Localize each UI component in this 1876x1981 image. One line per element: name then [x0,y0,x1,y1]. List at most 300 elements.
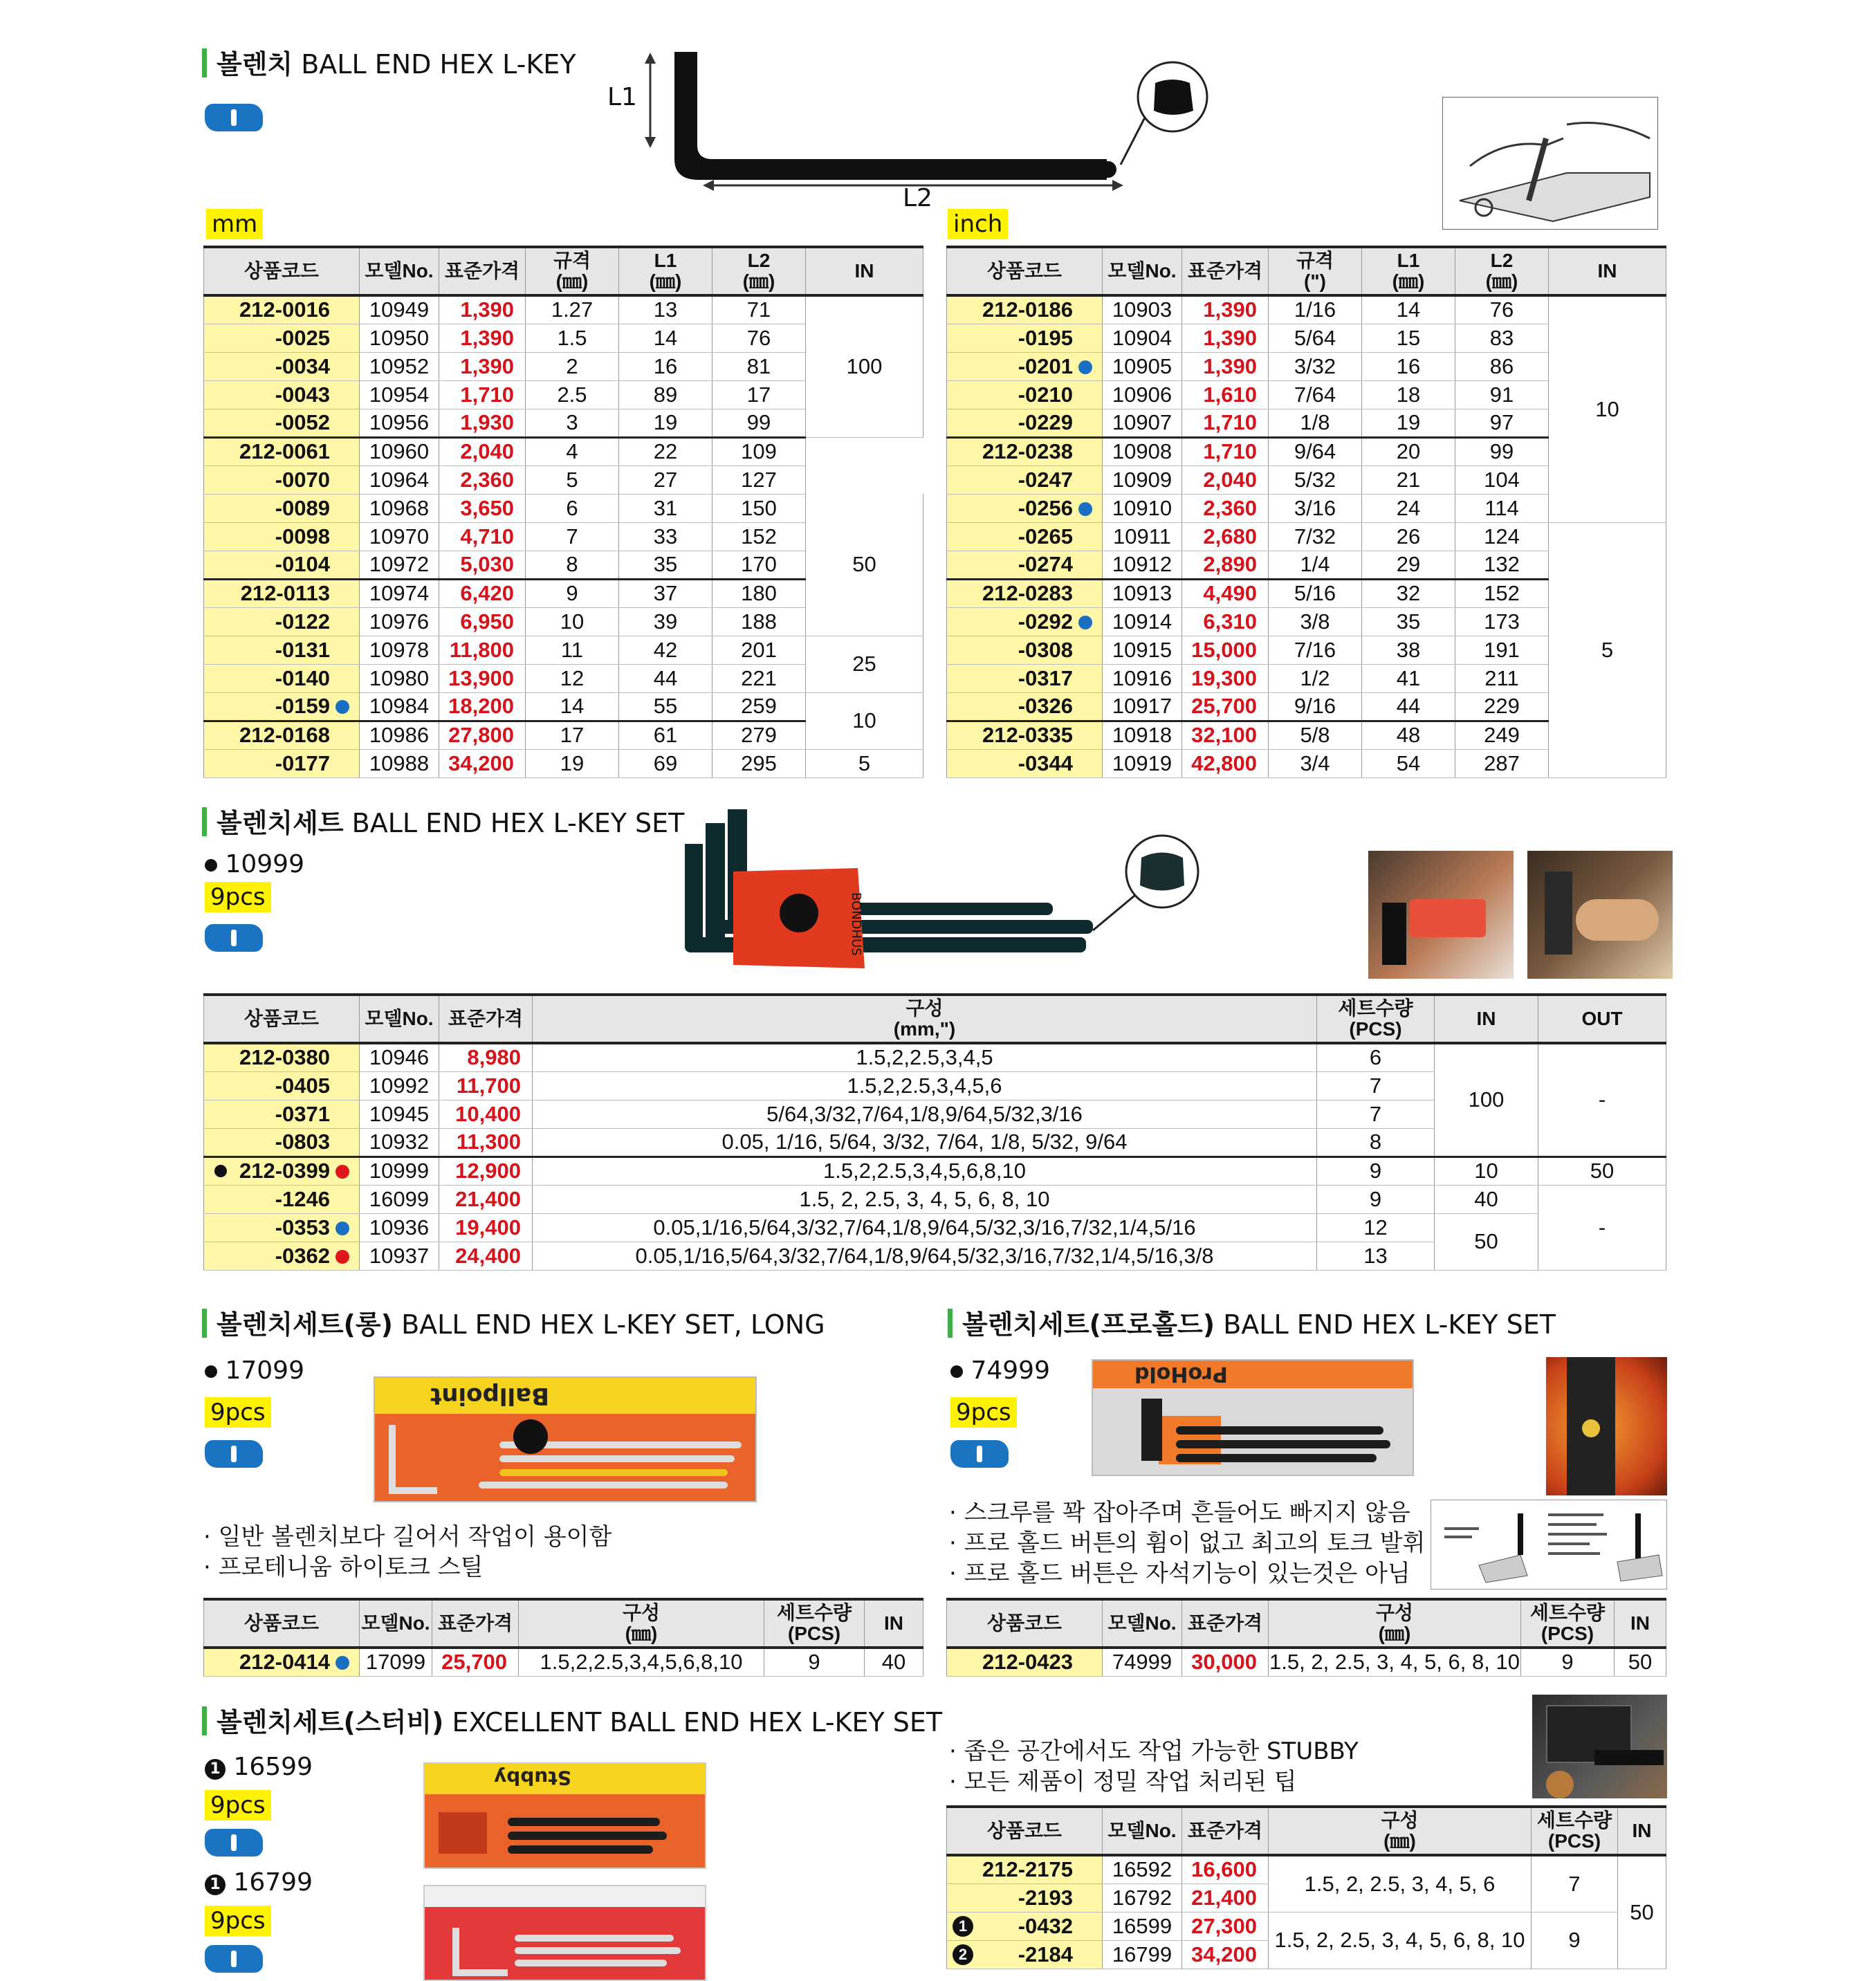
product-code-text: 212-0168 [239,723,330,747]
price: 19,300 [1182,664,1269,692]
model-no: 10954 [360,380,439,409]
product-code-text: -0201 [1018,353,1073,378]
l1: 16 [1362,352,1455,380]
product-code-text: -0265 [1018,524,1073,549]
l2: 287 [1455,749,1549,777]
product-code-text: -0025 [275,325,330,350]
price: 1,710 [439,380,526,409]
l2: 152 [712,522,806,551]
column-header: L2 (㎜) [712,247,806,295]
spec: 2.5 [526,380,619,409]
l1: 44 [1362,692,1455,721]
composition: 0.05, 1/16, 5/64, 3/32, 7/64, 1/8, 5/32, 9/64 [533,1128,1317,1157]
in-qty: 40 [865,1648,923,1676]
set-qty: 9 [764,1648,865,1676]
product-code [204,409,360,437]
column-header: 표준가격 [1182,247,1269,295]
brand-badge-stubby-2 [205,1945,263,1973]
product-code [947,324,1103,352]
model-no: 10978 [360,636,439,664]
l1: 19 [619,409,712,437]
in-qty: 25 [806,636,923,692]
prohold-product-image: ProHold [1092,1359,1414,1476]
product-code [947,1912,1103,1940]
l2: 170 [712,551,806,579]
product-code-text: -0229 [1018,410,1073,434]
section-title-set: 볼렌치세트 BALL END HEX L-KEY SET [202,806,684,840]
product-code-text: -0362 [275,1243,330,1268]
price: 21,400 [439,1185,533,1213]
l2: 279 [712,721,806,749]
l2: 132 [1455,551,1549,579]
price: 2,890 [1182,551,1269,579]
in-qty: 40 [1435,1185,1538,1213]
price: 8,980 [439,1043,533,1071]
l1: 26 [1362,522,1455,551]
l1: 13 [619,295,712,324]
column-header: 규격 (") [1269,247,1362,295]
product-code-text: -0317 [1018,665,1073,690]
table-row [204,1648,923,1676]
product-code [947,551,1103,579]
section-title-stubby: 볼렌치세트(스터비) EXCELLENT BALL END HEX L-KEY SET [202,1705,942,1740]
product-code [947,1648,1103,1676]
stubby-pcs-2: 9pcs [205,1906,271,1936]
out-qty: 50 [1538,1157,1666,1185]
model-no: 10937 [360,1242,439,1270]
blue-dot-marker [335,700,349,714]
featured-marker [214,1165,227,1177]
product-code-text: -2193 [1018,1885,1073,1910]
product-code-text: -2184 [1018,1942,1073,1966]
l2: 86 [1455,352,1549,380]
column-header: 상품코드 [204,247,360,295]
product-code-text: -0210 [1018,382,1073,407]
l2: 221 [712,664,806,692]
usage-photo-1 [1368,851,1514,979]
product-code-text: -0195 [1018,325,1073,350]
price: 2,040 [1182,466,1269,494]
l2: 83 [1455,324,1549,352]
composition: 1.5, 2, 2.5, 3, 4, 5, 6, 8, 10 [1269,1648,1521,1676]
column-header: 세트수량 (PCS) [764,1599,865,1648]
price: 18,200 [439,692,526,721]
unit-mm-label: mm [206,209,263,239]
model-no: 10986 [360,721,439,749]
column-header: L1 (㎜) [1362,247,1455,295]
price: 2,040 [439,437,526,466]
set-qty: 7 [1317,1100,1435,1128]
l1: 32 [1362,579,1455,607]
l1: 39 [619,607,712,636]
product-code [947,494,1103,522]
set-qty: 7 [1532,1855,1618,1912]
model-no: 10917 [1103,692,1182,721]
product-code [204,1043,360,1071]
spec: 1.27 [526,295,619,324]
l1: 20 [1362,437,1455,466]
in-qty: 5 [1549,522,1666,777]
product-code [204,664,360,692]
in-qty: 10 [1435,1157,1538,1185]
long-spec-table [203,1598,923,1677]
long-bullets: · 일반 볼렌치보다 길어서 작업이 용이함 · 프로테니움 하이토크 스틸 [203,1523,612,1581]
product-code-text: 212-0016 [239,297,330,322]
price: 2,680 [1182,522,1269,551]
product-code-text: -0274 [1018,552,1073,576]
model-no: 10974 [360,579,439,607]
spec: 5/8 [1269,721,1362,749]
l2: 124 [1455,522,1549,551]
model-no: 10918 [1103,721,1182,749]
l1: 35 [619,551,712,579]
column-header: 세트수량 (PCS) [1521,1599,1615,1648]
product-code [204,721,360,749]
spec: 1/4 [1269,551,1362,579]
product-code [947,1883,1103,1912]
in-qty: 10 [1549,295,1666,522]
table-row [204,749,923,777]
set-qty: 12 [1317,1213,1435,1242]
l1: 15 [1362,324,1455,352]
spec: 6 [526,494,619,522]
l1: 22 [619,437,712,466]
model-no: 10907 [1103,409,1182,437]
composition: 1.5,2,2.5,3,4,5,6,8,10 [519,1648,764,1676]
model-no: 10968 [360,494,439,522]
spec: 17 [526,721,619,749]
l1: 29 [1362,551,1455,579]
l2: 114 [1455,494,1549,522]
prohold-closeup-photo [1546,1357,1667,1495]
product-code-text: 212-0423 [982,1650,1073,1675]
l1: 31 [619,494,712,522]
product-code-text: -0034 [275,353,330,378]
stubby-bullets: · 좁은 공간에서도 작업 가능한 STUBBY · 모든 제품이 정밀 작업 처리된 팁 [949,1738,1359,1796]
price: 15,000 [1182,636,1269,664]
product-code [204,380,360,409]
product-code-text: -0371 [275,1101,330,1126]
product-code-text: 212-0283 [982,581,1073,605]
model-no: 10992 [360,1071,439,1100]
spec: 8 [526,551,619,579]
column-header: L1 (㎜) [619,247,712,295]
set-pcs-label: 9pcs [205,882,271,912]
product-code [204,295,360,324]
model-no: 10999 [360,1157,439,1185]
product-code-text: 212-0238 [982,439,1073,463]
brand-badge-stubby-1 [205,1829,263,1856]
spec: 7/64 [1269,380,1362,409]
l1: 69 [619,749,712,777]
spec: 3/8 [1269,607,1362,636]
product-code [204,607,360,636]
price: 19,400 [439,1213,533,1242]
model-no: 10932 [360,1128,439,1157]
l2: 180 [712,579,806,607]
product-code-text: 212-0414 [239,1650,330,1675]
column-header: 구성 (mm,") [533,995,1317,1043]
spec: 7 [526,522,619,551]
product-code [204,522,360,551]
l2: 17 [712,380,806,409]
l2: 127 [712,466,806,494]
price: 32,100 [1182,721,1269,749]
column-header: OUT [1538,995,1666,1043]
product-code [947,295,1103,324]
red-dot-marker [335,1250,349,1264]
model-no: 16592 [1103,1855,1182,1883]
price: 1,710 [1182,437,1269,466]
product-code-text: 212-0061 [239,439,330,463]
model-no: 16799 [1103,1940,1182,1969]
section-title-prohold: 볼렌치세트(프로홀드) BALL END HEX L-KEY SET [948,1307,1556,1342]
product-code [204,692,360,721]
unit-inch-label: inch [948,209,1008,239]
l1: 16 [619,352,712,380]
table-row [947,522,1666,551]
l1: 38 [1362,636,1455,664]
price: 34,200 [439,749,526,777]
spec: 4 [526,437,619,466]
model-no: 10908 [1103,437,1182,466]
product-code-text: -0308 [1018,637,1073,662]
table-row [204,437,923,466]
price: 27,300 [1182,1912,1269,1940]
l2: 99 [1455,437,1549,466]
l1: 54 [1362,749,1455,777]
l2: 76 [712,324,806,352]
section-title-ball-end-hex: 볼렌치 BALL END HEX L-KEY [202,47,576,82]
l1: 41 [1362,664,1455,692]
column-header: IN [1618,1807,1666,1855]
l2: 201 [712,636,806,664]
product-code-text: 212-0335 [982,723,1073,747]
stubby-product-image-1: Stubby [423,1762,706,1869]
l2: 229 [1455,692,1549,721]
blue-dot-marker [1078,616,1092,629]
set-spec-table [203,993,1666,1271]
spec: 14 [526,692,619,721]
column-header: 모델No. [360,247,439,295]
composition: 1.5, 2, 2.5, 3, 4, 5, 6, 8, 10 [533,1185,1317,1213]
model-no: 10950 [360,324,439,352]
model-no: 10906 [1103,380,1182,409]
l2: 150 [712,494,806,522]
model-no: 10964 [360,466,439,494]
l2: 81 [712,352,806,380]
product-code-text: -0432 [1018,1913,1073,1938]
l2: 152 [1455,579,1549,607]
product-code [204,1648,360,1676]
composition: 1.5, 2, 2.5, 3, 4, 5, 6, 8, 10 [1269,1912,1532,1969]
spec: 3 [526,409,619,437]
model-no: 10980 [360,664,439,692]
composition: 1.5,2,2.5,3,4,5,6 [533,1071,1317,1100]
spec: 7/32 [1269,522,1362,551]
column-header: 규격 (㎜) [526,247,619,295]
product-code-text: -0089 [275,495,330,520]
stubby-model-2: 1 16799 [205,1868,313,1898]
spec: 2 [526,352,619,380]
price: 11,700 [439,1071,533,1100]
product-code-text: -0159 [275,694,330,718]
column-header: 세트수량 (PCS) [1532,1807,1618,1855]
table-row [204,295,923,324]
model-no: 10904 [1103,324,1182,352]
spec: 19 [526,749,619,777]
price: 1,610 [1182,380,1269,409]
price: 4,710 [439,522,526,551]
l1: 27 [619,466,712,494]
model-no: 10988 [360,749,439,777]
prohold-spec-table [946,1598,1666,1677]
model-no: 10945 [360,1100,439,1128]
l1: 89 [619,380,712,409]
set-qty: 8 [1317,1128,1435,1157]
product-code-text: -0104 [275,552,330,576]
model-no: 10956 [360,409,439,437]
l1: 21 [1362,466,1455,494]
set-qty: 13 [1317,1242,1435,1270]
table-row [947,295,1666,324]
product-code-text: -0131 [275,637,330,662]
product-code [204,579,360,607]
blue-dot-marker [335,1656,349,1670]
price: 13,900 [439,664,526,692]
product-code [204,494,360,522]
model-no: 74999 [1103,1648,1182,1676]
product-code-text: -1246 [275,1186,330,1211]
price: 27,800 [439,721,526,749]
l1: 33 [619,522,712,551]
column-header: 모델No. [360,1599,432,1648]
price: 1,390 [1182,295,1269,324]
spec: 3/16 [1269,494,1362,522]
brand-text: BONDHUS [849,892,863,956]
spec: 5/64 [1269,324,1362,352]
red-dot-marker [335,1165,349,1179]
price: 6,420 [439,579,526,607]
column-header: IN [1615,1599,1666,1648]
table-row [947,1855,1666,1883]
prohold-model-label: 74999 [950,1356,1050,1386]
l1: 48 [1362,721,1455,749]
spec: 3/32 [1269,352,1362,380]
spec: 9/16 [1269,692,1362,721]
column-header: 상품코드 [947,247,1103,295]
price: 6,310 [1182,607,1269,636]
product-code-text: -0122 [275,609,330,634]
product-code-text: -0326 [1018,694,1073,718]
product-code [204,1071,360,1100]
stubby-usage-photo [1532,1695,1667,1798]
table-row [204,636,923,664]
product-code [204,1128,360,1157]
out-qty: - [1538,1043,1666,1157]
price: 5,030 [439,551,526,579]
l1: 14 [1362,295,1455,324]
set-qty: 6 [1317,1043,1435,1071]
column-header: IN [1549,247,1666,295]
product-code [204,324,360,352]
spec: 5/16 [1269,579,1362,607]
price: 42,800 [1182,749,1269,777]
column-header: IN [865,1599,923,1648]
l1: 24 [1362,494,1455,522]
set-qty: 9 [1532,1912,1618,1969]
l2: 188 [712,607,806,636]
product-code-text: 212-0113 [240,581,330,605]
column-header: 표준가격 [432,1599,519,1648]
price: 34,200 [1182,1940,1269,1969]
column-header: 구성 (㎜) [519,1599,764,1648]
brand-badge-prohold [950,1440,1009,1468]
brand-badge-set [205,924,263,952]
usage-illustration [1442,97,1658,230]
table-row [204,1157,1666,1185]
table-row [204,494,923,522]
table-row [204,1185,1666,1213]
model-no: 16792 [1103,1883,1182,1912]
spec: 12 [526,664,619,692]
price: 24,400 [439,1242,533,1270]
l2: 109 [712,437,806,466]
price: 21,400 [1182,1883,1269,1912]
price: 1,390 [439,352,526,380]
model-no: 10984 [360,692,439,721]
spec: 10 [526,607,619,636]
table-row [204,1043,1666,1071]
table-row [204,466,923,494]
column-header: 표준가격 [1182,1807,1269,1855]
prohold-diagram [1431,1500,1667,1590]
composition: 1.5,2,2.5,3,4,5,6,8,10 [533,1157,1317,1185]
price: 1,930 [439,409,526,437]
model-no: 16599 [1103,1912,1182,1940]
product-code-text: 212-0186 [982,297,1073,322]
product-code-text: -0353 [275,1215,330,1240]
product-code [947,692,1103,721]
price: 30,000 [1182,1648,1269,1676]
column-header: 표준가격 [1182,1599,1269,1648]
spec: 3/4 [1269,749,1362,777]
product-code [204,749,360,777]
in-qty: 50 [1615,1648,1666,1676]
price: 11,300 [439,1128,533,1157]
mm-spec-table [203,246,923,778]
spec: 9/64 [1269,437,1362,466]
product-code-text: 212-0380 [239,1045,330,1070]
long-pcs-label: 9pcs [205,1397,271,1428]
l2: 76 [1455,295,1549,324]
product-code-text: -0344 [1018,750,1073,775]
product-code-text: -0292 [1018,609,1073,634]
column-header: 구성 (㎜) [1269,1599,1521,1648]
product-code [204,1242,360,1270]
product-code-text: -0256 [1018,495,1073,520]
blue-dot-marker [1078,502,1092,516]
l2: 249 [1455,721,1549,749]
l2: 91 [1455,380,1549,409]
l1-label: L1 [607,83,637,111]
product-code [204,1157,360,1185]
set-model-label: 10999 [205,849,304,880]
set-product-image [657,809,1231,975]
price: 25,700 [1182,692,1269,721]
model-no: 10911 [1103,522,1182,551]
in-qty: 50 [1618,1855,1666,1969]
